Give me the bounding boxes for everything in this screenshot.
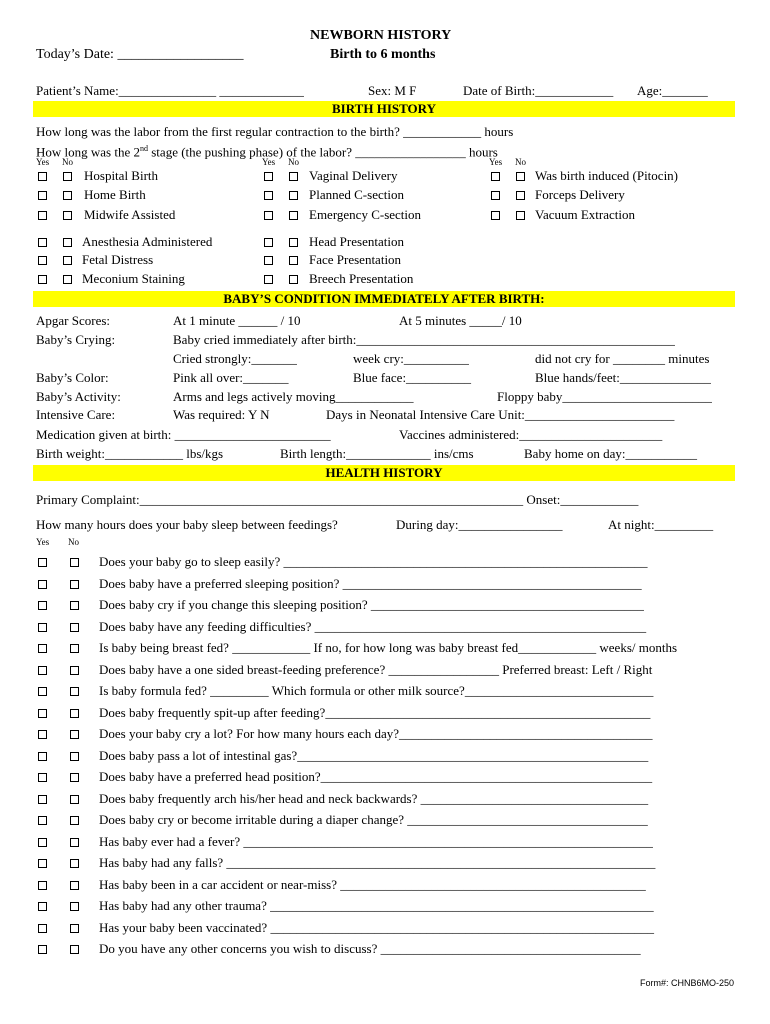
no-header: No (62, 157, 73, 167)
health-question[interactable]: Does baby frequently arch his/her head and neck backwards? ___________________________________ (99, 791, 649, 806)
no-checkbox[interactable] (70, 558, 79, 567)
no-checkbox[interactable] (63, 256, 72, 265)
no-checkbox[interactable] (70, 687, 79, 696)
yes-checkbox[interactable] (264, 191, 273, 200)
yes-checkbox[interactable] (38, 666, 47, 675)
yes-checkbox[interactable] (38, 730, 47, 739)
health-question[interactable]: Does baby have a one sided breast-feeding preference? _________________ Preferred breast: Left / Right (99, 662, 653, 677)
yes-header: Yes (36, 157, 50, 167)
dob-field[interactable]: Date of Birth:____________ (463, 83, 614, 98)
sleep-question: How many hours does your baby sleep between feedings? (36, 517, 338, 532)
no-checkbox[interactable] (289, 172, 298, 181)
no-checkbox[interactable] (63, 238, 72, 247)
blue-hands-feet-field[interactable]: Blue hands/feet:______________ (535, 370, 711, 385)
yes-checkbox[interactable] (38, 558, 47, 567)
week-cry-field[interactable]: week cry:__________ (353, 351, 469, 366)
floppy-baby-field[interactable]: Floppy baby_______________________ (497, 389, 712, 404)
health-question[interactable]: Has baby been in a car accident or near-miss? _______________________________________________ (99, 877, 646, 892)
no-checkbox[interactable] (289, 256, 298, 265)
health-question[interactable]: Has baby had any other trauma? ___________________________________________________________ (99, 898, 654, 913)
yes-checkbox[interactable] (38, 945, 47, 954)
no-checkbox[interactable] (516, 191, 525, 200)
birth-history-band: BIRTH HISTORY (33, 101, 735, 117)
labor-duration-question[interactable]: How long was the labor from the first regular contraction to the birth? ____________ hours (36, 124, 514, 139)
yes-checkbox[interactable] (38, 644, 47, 653)
no-checkbox[interactable] (63, 191, 72, 200)
patient-name-field[interactable]: Patient’s Name:_______________ _____________ (36, 83, 304, 98)
baby-condition-band: BABY’S CONDITION IMMEDIATELY AFTER BIRTH: (33, 291, 735, 307)
apgar-1-minute-field[interactable]: At 1 minute ______ / 10 (173, 313, 301, 328)
no-checkbox[interactable] (289, 211, 298, 220)
sex-field[interactable]: Sex: M F (368, 83, 417, 98)
birth-history-item-label: Meconium Staining (82, 271, 185, 286)
no-checkbox[interactable] (70, 881, 79, 890)
no-checkbox[interactable] (289, 191, 298, 200)
yes-checkbox[interactable] (38, 623, 47, 632)
no-checkbox[interactable] (516, 211, 525, 220)
birth-history-item-label: Midwife Assisted (84, 207, 176, 222)
age-field[interactable]: Age:_______ (637, 83, 708, 98)
pushing-stage-question[interactable]: How long was the 2nd stage (the pushing phase) of the labor? _________________ hours (36, 144, 498, 160)
cried-immediately-field[interactable]: Baby cried immediately after birth:_________________________________________________ (173, 332, 675, 347)
yes-checkbox[interactable] (38, 687, 47, 696)
yes-checkbox[interactable] (38, 752, 47, 761)
no-header: No (515, 157, 526, 167)
health-question[interactable]: Does baby pass a lot of intestinal gas?______________________________________________________ (99, 748, 649, 763)
todays-date-field[interactable]: Today’s Date: __________________ (36, 47, 244, 62)
apgar-5-minutes-field[interactable]: At 5 minutes _____/ 10 (399, 313, 522, 328)
birth-history-item-label: Breech Presentation (309, 271, 414, 286)
birth-history-item-label: Forceps Delivery (535, 187, 625, 202)
birth-length-field[interactable]: Birth length:_____________ ins/cms (280, 446, 474, 461)
no-checkbox[interactable] (70, 752, 79, 761)
birth-history-item-label: Fetal Distress (82, 252, 154, 267)
yes-checkbox[interactable] (264, 238, 273, 247)
yes-checkbox[interactable] (38, 256, 47, 265)
no-checkbox[interactable] (70, 838, 79, 847)
health-question[interactable]: Does baby have a preferred head position?___________________________________________________ (99, 769, 653, 784)
birth-weight-field[interactable]: Birth weight:____________ lbs/kgs (36, 446, 224, 461)
health-question[interactable]: Does baby frequently spit-up after feeding?__________________________________________________ (99, 705, 651, 720)
yes-checkbox[interactable] (264, 275, 273, 284)
no-checkbox[interactable] (70, 730, 79, 739)
health-question[interactable]: Does baby cry or become irritable during a diaper change? _____________________________________ (99, 812, 648, 827)
yes-checkbox[interactable] (38, 773, 47, 782)
no-checkbox[interactable] (70, 945, 79, 954)
no-checkbox[interactable] (289, 238, 298, 247)
form-title: NEWBORN HISTORY (310, 28, 452, 43)
birth-history-item-label: Emergency C-section (309, 207, 422, 222)
yes-checkbox[interactable] (38, 601, 47, 610)
health-question[interactable]: Does baby cry if you change this sleeping position? __________________________________________ (99, 597, 644, 612)
health-question[interactable]: Is baby formula fed? _________ Which formula or other milk source?_____________________________ (99, 683, 654, 698)
yes-checkbox[interactable] (491, 211, 500, 220)
no-checkbox[interactable] (63, 211, 72, 220)
vaccines-field[interactable]: Vaccines administered:______________________ (399, 427, 663, 442)
intensive-care-required-field[interactable]: Was required: Y N (173, 407, 270, 422)
no-checkbox[interactable] (63, 172, 72, 181)
arms-legs-moving-field[interactable]: Arms and legs actively moving____________ (173, 389, 414, 404)
no-checkbox[interactable] (516, 172, 525, 181)
health-history-band: HEALTH HISTORY (33, 465, 735, 481)
birth-history-item-label: Home Birth (84, 187, 146, 202)
yes-header: Yes (262, 157, 276, 167)
health-question[interactable]: Does your baby go to sleep easily? ________________________________________________________ (99, 554, 648, 569)
health-question[interactable]: Does baby have any feeding difficulties? ___________________________________________________ (99, 619, 647, 634)
yes-checkbox[interactable] (38, 580, 47, 589)
intensive-care-label: Intensive Care: (36, 407, 116, 422)
color-label: Baby’s Color: (36, 370, 109, 385)
sleep-during-day-field[interactable]: During day:________________ (396, 517, 563, 532)
apgar-label: Apgar Scores: (36, 313, 111, 328)
crying-label: Baby’s Crying: (36, 332, 116, 347)
no-checkbox[interactable] (70, 601, 79, 610)
health-question[interactable]: Does your baby cry a lot? For how many hours each day?_______________________________________ (99, 726, 653, 741)
health-question[interactable]: Is baby being breast fed? ____________ If no, for how long was baby breast fed____________ weeks/ months (99, 640, 678, 655)
primary-complaint-field[interactable]: Primary Complaint:___________________________________________________________ Onset:____________ (36, 492, 639, 507)
yes-checkbox[interactable] (38, 859, 47, 868)
yes-checkbox[interactable] (38, 795, 47, 804)
yes-checkbox[interactable] (264, 256, 273, 265)
health-question[interactable]: Has baby ever had a fever? _______________________________________________________________ (99, 834, 653, 849)
yes-checkbox[interactable] (38, 275, 47, 284)
yes-checkbox[interactable] (38, 902, 47, 911)
no-checkbox[interactable] (70, 924, 79, 933)
no-checkbox[interactable] (70, 816, 79, 825)
yes-checkbox[interactable] (38, 172, 47, 181)
no-checkbox[interactable] (70, 859, 79, 868)
birth-history-item-label: Was birth induced (Pitocin) (535, 168, 679, 183)
no-checkbox[interactable] (289, 275, 298, 284)
cried-strongly-field[interactable]: Cried strongly:_______ (173, 351, 297, 366)
days-nicu-field[interactable]: Days in Neonatal Intensive Care Unit:_______________________ (326, 407, 675, 422)
birth-history-item-label: Vacuum Extraction (535, 207, 635, 222)
yes-checkbox[interactable] (38, 238, 47, 247)
yes-checkbox[interactable] (38, 881, 47, 890)
health-question[interactable]: Has your baby been vaccinated? ___________________________________________________________ (99, 920, 654, 935)
yes-checkbox[interactable] (38, 838, 47, 847)
no-checkbox[interactable] (70, 666, 79, 675)
health-question[interactable]: Does baby have a preferred sleeping position? ______________________________________________ (99, 576, 642, 591)
form-number: Form#: CHNB6MO-250 (640, 978, 735, 988)
medication-field[interactable]: Medication given at birth: ________________________ (36, 427, 331, 442)
no-checkbox[interactable] (70, 623, 79, 632)
pink-all-over-field[interactable]: Pink all over:_______ (173, 370, 289, 385)
yes-checkbox[interactable] (264, 172, 273, 181)
yes-checkbox[interactable] (38, 709, 47, 718)
birth-history-item-label: Face Presentation (309, 252, 402, 267)
no-checkbox[interactable] (70, 773, 79, 782)
no-checkbox[interactable] (70, 902, 79, 911)
birth-history-item-label: Planned C-section (309, 187, 404, 202)
no-header: No (288, 157, 299, 167)
health-question[interactable]: Do you have any other concerns you wish to discuss? ________________________________________ (99, 941, 641, 956)
birth-history-item-label: Hospital Birth (84, 168, 159, 183)
yes-checkbox[interactable] (491, 172, 500, 181)
did-not-cry-field[interactable]: did not cry for ________ minutes (535, 351, 710, 366)
health-question[interactable]: Has baby had any falls? __________________________________________________________________ (99, 855, 656, 870)
yes-checkbox[interactable] (38, 816, 47, 825)
activity-label: Baby’s Activity: (36, 389, 121, 404)
yes-checkbox[interactable] (38, 924, 47, 933)
yes-checkbox[interactable] (38, 211, 47, 220)
yes-checkbox[interactable] (491, 191, 500, 200)
sleep-at-night-field[interactable]: At night:_________ (608, 517, 714, 532)
no-checkbox[interactable] (63, 275, 72, 284)
blue-face-field[interactable]: Blue face:__________ (353, 370, 472, 385)
no-checkbox[interactable] (70, 795, 79, 804)
no-checkbox[interactable] (70, 580, 79, 589)
no-checkbox[interactable] (70, 644, 79, 653)
yes-header: Yes (36, 537, 50, 547)
no-header: No (68, 537, 79, 547)
birth-history-item-label: Head Presentation (309, 234, 404, 249)
yes-checkbox[interactable] (38, 191, 47, 200)
form-subtitle: Birth to 6 months (330, 47, 436, 62)
yes-checkbox[interactable] (264, 211, 273, 220)
yes-header: Yes (489, 157, 503, 167)
birth-history-item-label: Anesthesia Administered (82, 234, 213, 249)
birth-history-item-label: Vaginal Delivery (309, 168, 398, 183)
home-on-day-field[interactable]: Baby home on day:___________ (524, 446, 697, 461)
no-checkbox[interactable] (70, 709, 79, 718)
